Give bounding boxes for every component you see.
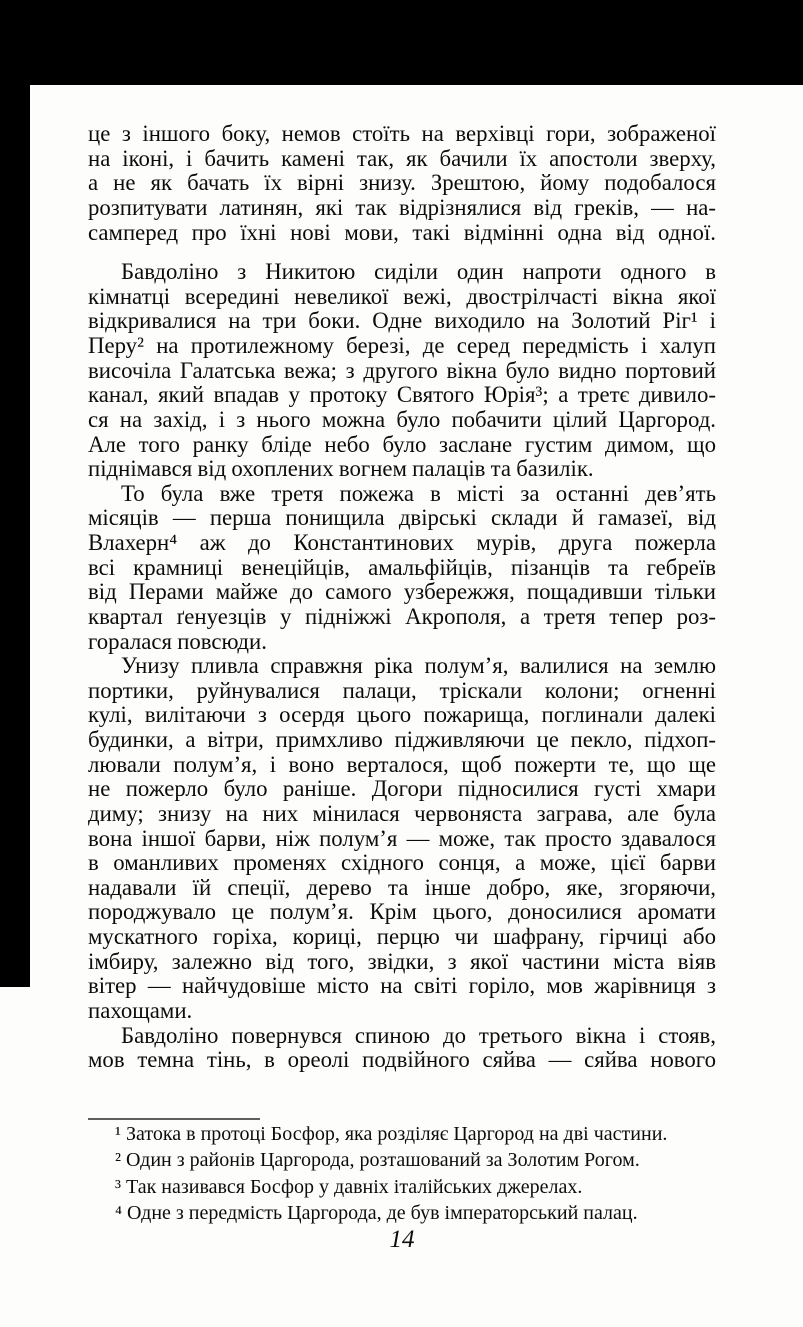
body-paragraph <box>88 260 716 482</box>
text-line: Влахерн⁴ аж до Константинових мурів, друга пожерла <box>88 530 716 555</box>
text-line: пахощами. <box>88 997 193 1023</box>
text-line: не пожерло було раніше. Догори підносилися густі хмари <box>88 776 716 802</box>
scan-artifact-left-bar <box>0 0 30 987</box>
text-line: це з іншого боку, немов стоїть на верхівці гори, зображеної <box>88 121 716 146</box>
footnote: ¹ Затока в протоці Босфор, яка розділяє Царгород на дві частини. <box>115 1123 668 1145</box>
text-line: Перу² на протилежному березі, де серед передмість і халуп <box>88 333 716 358</box>
text-line: породжувало це полум’я. Крім цього, доносилися аромати <box>88 899 716 925</box>
text-line: канал, який впадав у протоку Святого Юрія³; а третє дивило- <box>88 382 716 408</box>
text-line: піднімався від охоплених вогнем палаців та базилік. <box>88 456 594 482</box>
text-line: мускатного горіха, кориці, перцю чи шафрану, гірчиці або <box>88 924 716 949</box>
text-line: місяців — перша понищила двірські склади й гамазеї, від <box>88 505 716 531</box>
body-paragraph <box>88 122 716 245</box>
text-line: ся на захід, і з нього можна було побачити цілий Царгород. <box>88 406 716 432</box>
text-line: імбиру, залежно від того, звідки, з якої частини міста віяв <box>88 948 716 974</box>
text-line: кулі, вилітаючи з осердя цього пожарища, поглинали далекі <box>88 702 716 728</box>
text-line: Унизу пливла справжня ріка полум’я, валилися на землю <box>121 653 716 679</box>
text-line: Але того ранку бліде небо було заслане густим димом, що <box>88 431 716 457</box>
footnote: ⁴ Одне з передмість Царгорода, де був імператорський палац. <box>115 1201 638 1224</box>
text-line: вона іншої барви, ніж полум’я — може, так просто здавалося <box>88 825 716 851</box>
footnote: ³ Так називався Босфор у давніх італійських джерелах. <box>115 1175 583 1198</box>
text-line: на іконі, і бачить камені так, як бачили їх апостоли зверху, <box>88 145 716 171</box>
body-text <box>88 122 716 1073</box>
text-line: Бавдоліно з Никитою сиділи один напроти одного в <box>121 259 716 285</box>
text-line: кімнатці всередині невеликої вежі, двострілчасті вікна якої <box>88 283 716 309</box>
text-line: всі крамниці венеційців, амальфійців, пізанців та гебреїв <box>88 554 716 580</box>
text-line: диму; знизу на них мінилася червоняста заграва, але була <box>88 800 716 826</box>
body-paragraph <box>88 654 716 1023</box>
text-line: в оманливих променях східного сонця, а може, цієї барви <box>88 850 716 876</box>
footnote-separator <box>88 1118 260 1120</box>
body-paragraph <box>88 482 716 654</box>
text-line: лювали полум’я, і воно верталося, щоб пожерти те, що ще <box>88 751 716 777</box>
text-line: розпитувати латинян, які так відрізнялися від греків, — на- <box>88 194 716 220</box>
text-line: самперед про їхні нові мови, такі відмінні одна від одної. <box>88 219 716 245</box>
text-line: горалася повсюди. <box>88 628 267 654</box>
text-line: будинки, а вітри, примхливо підживляючи це пекло, підхоп- <box>88 727 716 752</box>
text-line: мов темна тінь, в ореолі подвійного сяйва — сяйва нового <box>88 1047 716 1073</box>
body-paragraph <box>88 1024 716 1073</box>
text-line: То була вже третя пожежа в місті за останні дев’ять <box>121 480 716 506</box>
footnote: ² Один з районів Царгорода, розташований за Золотим Рогом. <box>115 1149 640 1172</box>
text-line: Бавдоліно повернувся спиною до третього вікна і стояв, <box>121 1022 716 1048</box>
text-line: портики, руйнувалися палаци, тріскали колони; огненні <box>88 677 716 703</box>
text-line: вітер — найчудовіше місто на світі горіло, мов жарівниця з <box>88 973 716 999</box>
text-line: від Перами майже до самого узбережжя, пощадивши тільки <box>88 579 716 605</box>
text-line: квартал ґенуезців у підніжжі Акрополя, а третя тепер роз- <box>88 603 716 629</box>
text-line: а не як бачать їх вірні знизу. Зрештою, йому подобалося <box>88 170 716 196</box>
page-number: 14 <box>389 1226 415 1253</box>
scan-artifact-top-bar <box>0 0 803 85</box>
text-line: надавали їй спеції, дерево та інше добро, яке, згоряючи, <box>88 874 716 900</box>
text-line: відкривалися на три боки. Одне виходило на Золотий Ріг¹ і <box>88 308 716 334</box>
text-line: височіла Галатська вежа; з другого вікна було видно портовий <box>88 357 716 383</box>
footnotes <box>88 1121 728 1226</box>
